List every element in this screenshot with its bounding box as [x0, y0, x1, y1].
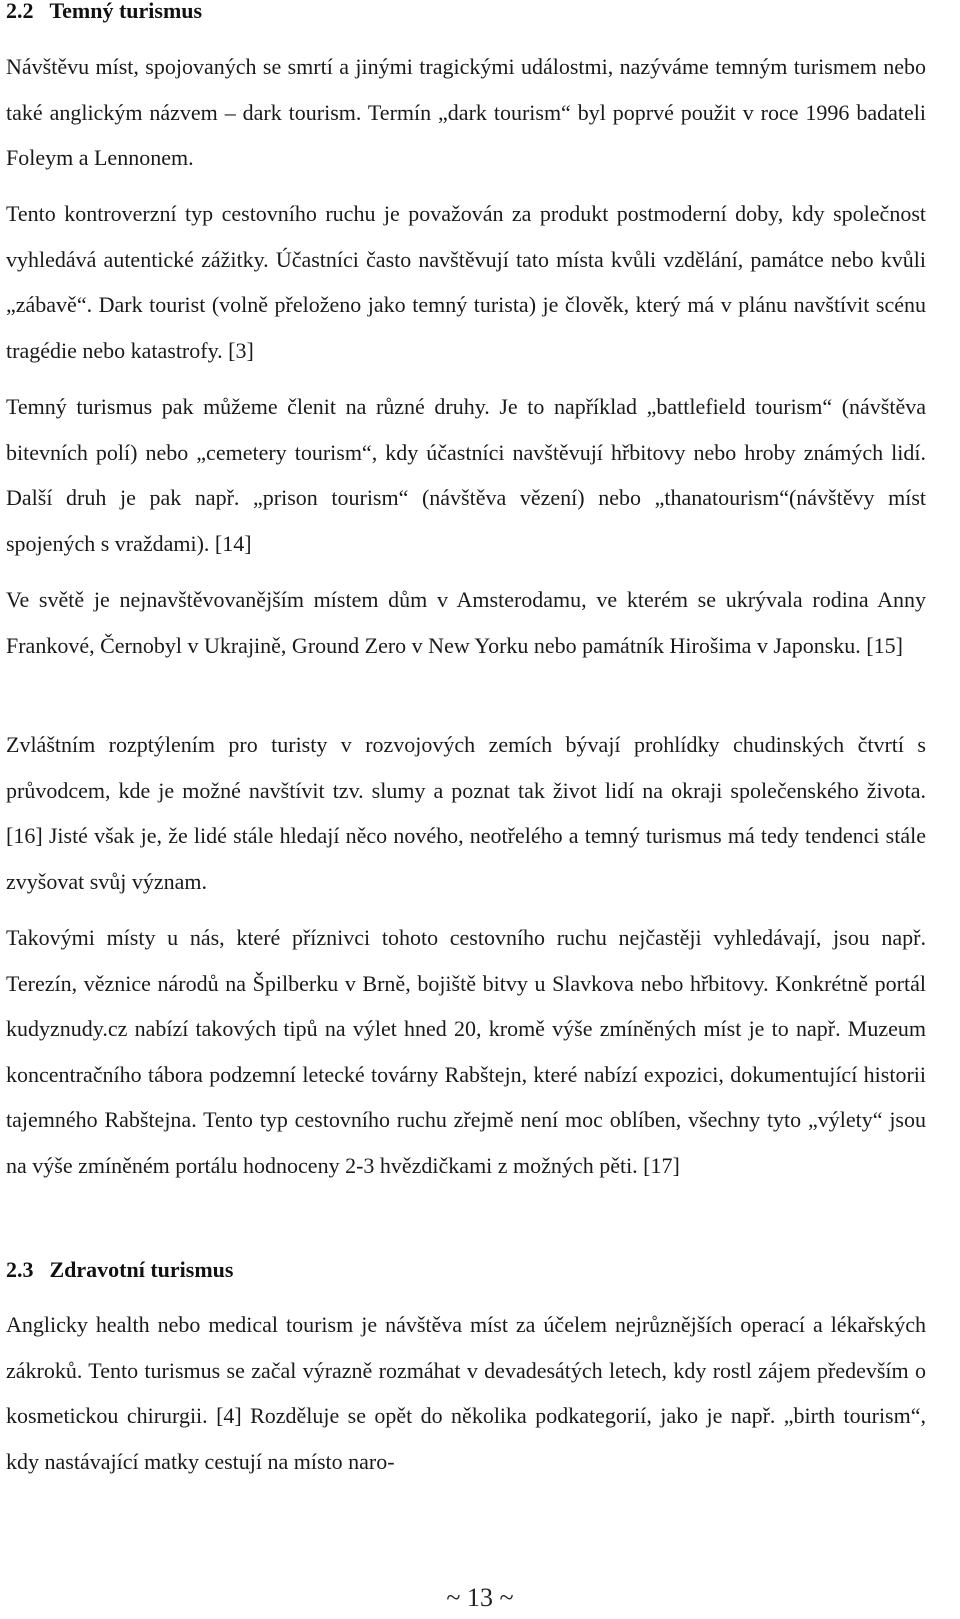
- section-title: Temný turismus: [49, 0, 203, 23]
- paragraph: Temný turismus pak můžeme členit na různé druhy. Je to například „battlefield tourism“ (návštěva bitevních polí) nebo „cemetery tourism“, kdy účastníci navštěvují hřbitovy nebo hroby známých lidí. Další druh je pak např. „prison tourism“ (návštěva vězení) nebo „thanatourism“(návštěvy míst spojených s vraždami). [14]: [6, 394, 926, 556]
- paragraph: Ve světě je nejnavštěvovanějším místem dům v Amsterodamu, ve kterém se ukrývala rodina Anny Frankové, Černobyl v Ukrajině, Ground Zero v New Yorku nebo památník Hirošima v Japonsku. [15]: [6, 587, 926, 658]
- paragraph: Zvláštním rozptýlením pro turisty v rozvojových zemích bývají prohlídky chudinských čtvrtí s průvodcem, kde je možné navštívit tzv. slumy a poznat tak život lidí na okraji společenského života. [16] Jisté však je, že lidé stále hledají něco nového, neotřelého a temný turismus má tedy tendenci stále zvyšovat svůj význam.: [6, 732, 926, 894]
- page-number: ~ 13 ~: [446, 1583, 514, 1612]
- paragraph: Návštěvu míst, spojovaných se smrtí a jinými tragickými událostmi, nazýváme temným turismem nebo také anglickým názvem – dark tourism. Termín „dark tourism“ byl poprvé použit v roce 1996 badateli Foleym a Lennonem.: [6, 54, 926, 170]
- paragraph: Tento kontroverzní typ cestovního ruchu je považován za produkt postmoderní doby, kdy společnost vyhledává autentické zážitky. Účastníci často navštěvují tato místa kvůli vzdělání, památce nebo kvůli „zábavě“. Dark tourist (volně přeloženo jako temný turista) je člověk, který má v plánu navštívit scénu tragédie nebo katastrofy. [3]: [6, 201, 926, 363]
- paragraph: Anglicky health nebo medical tourism je návštěva míst za účelem nejrůznějších operací a lékařských zákroků. Tento turismus se začal výrazně rozmáhat v devadesátých letech, kdy rostl zájem především o kosmetickou chirurgii. [4] Rozděluje se opět do několika podkategorií, jako je např. „birth tourism“, kdy nastávající matky cestují na místo naro-: [6, 1312, 926, 1474]
- section-title: Zdravotní turismus: [49, 1257, 234, 1282]
- section-heading-dark-tourism: [6, 0, 202, 24]
- section-number: 2.2: [6, 0, 34, 23]
- paragraph: Takovými místy u nás, které příznivci tohoto cestovního ruchu nejčastěji vyhledávají, jsou např. Terezín, věznice národů na Špilberku v Brně, bojiště bitvy u Slavkova nebo hřbitovy. Konkrétně portál kudyznudy.cz nabízí takových tipů na výlet hned 20, kromě výše zmíněných míst je to např. Muzeum koncentračního tábora podzemní letecké továrny Rabštejn, které nabízí expozici, dokumentující historii tajemného Rabštejna. Tento typ cestovního ruchu zřejmě není moc oblíben, všechny tyto „výlety“ jsou na výše zmíněném portálu hodnoceny 2-3 hvězdičkami z možných pěti. [17]: [6, 925, 926, 1178]
- section-heading-health-tourism: [6, 1257, 233, 1283]
- section-number: 2.3: [6, 1257, 34, 1282]
